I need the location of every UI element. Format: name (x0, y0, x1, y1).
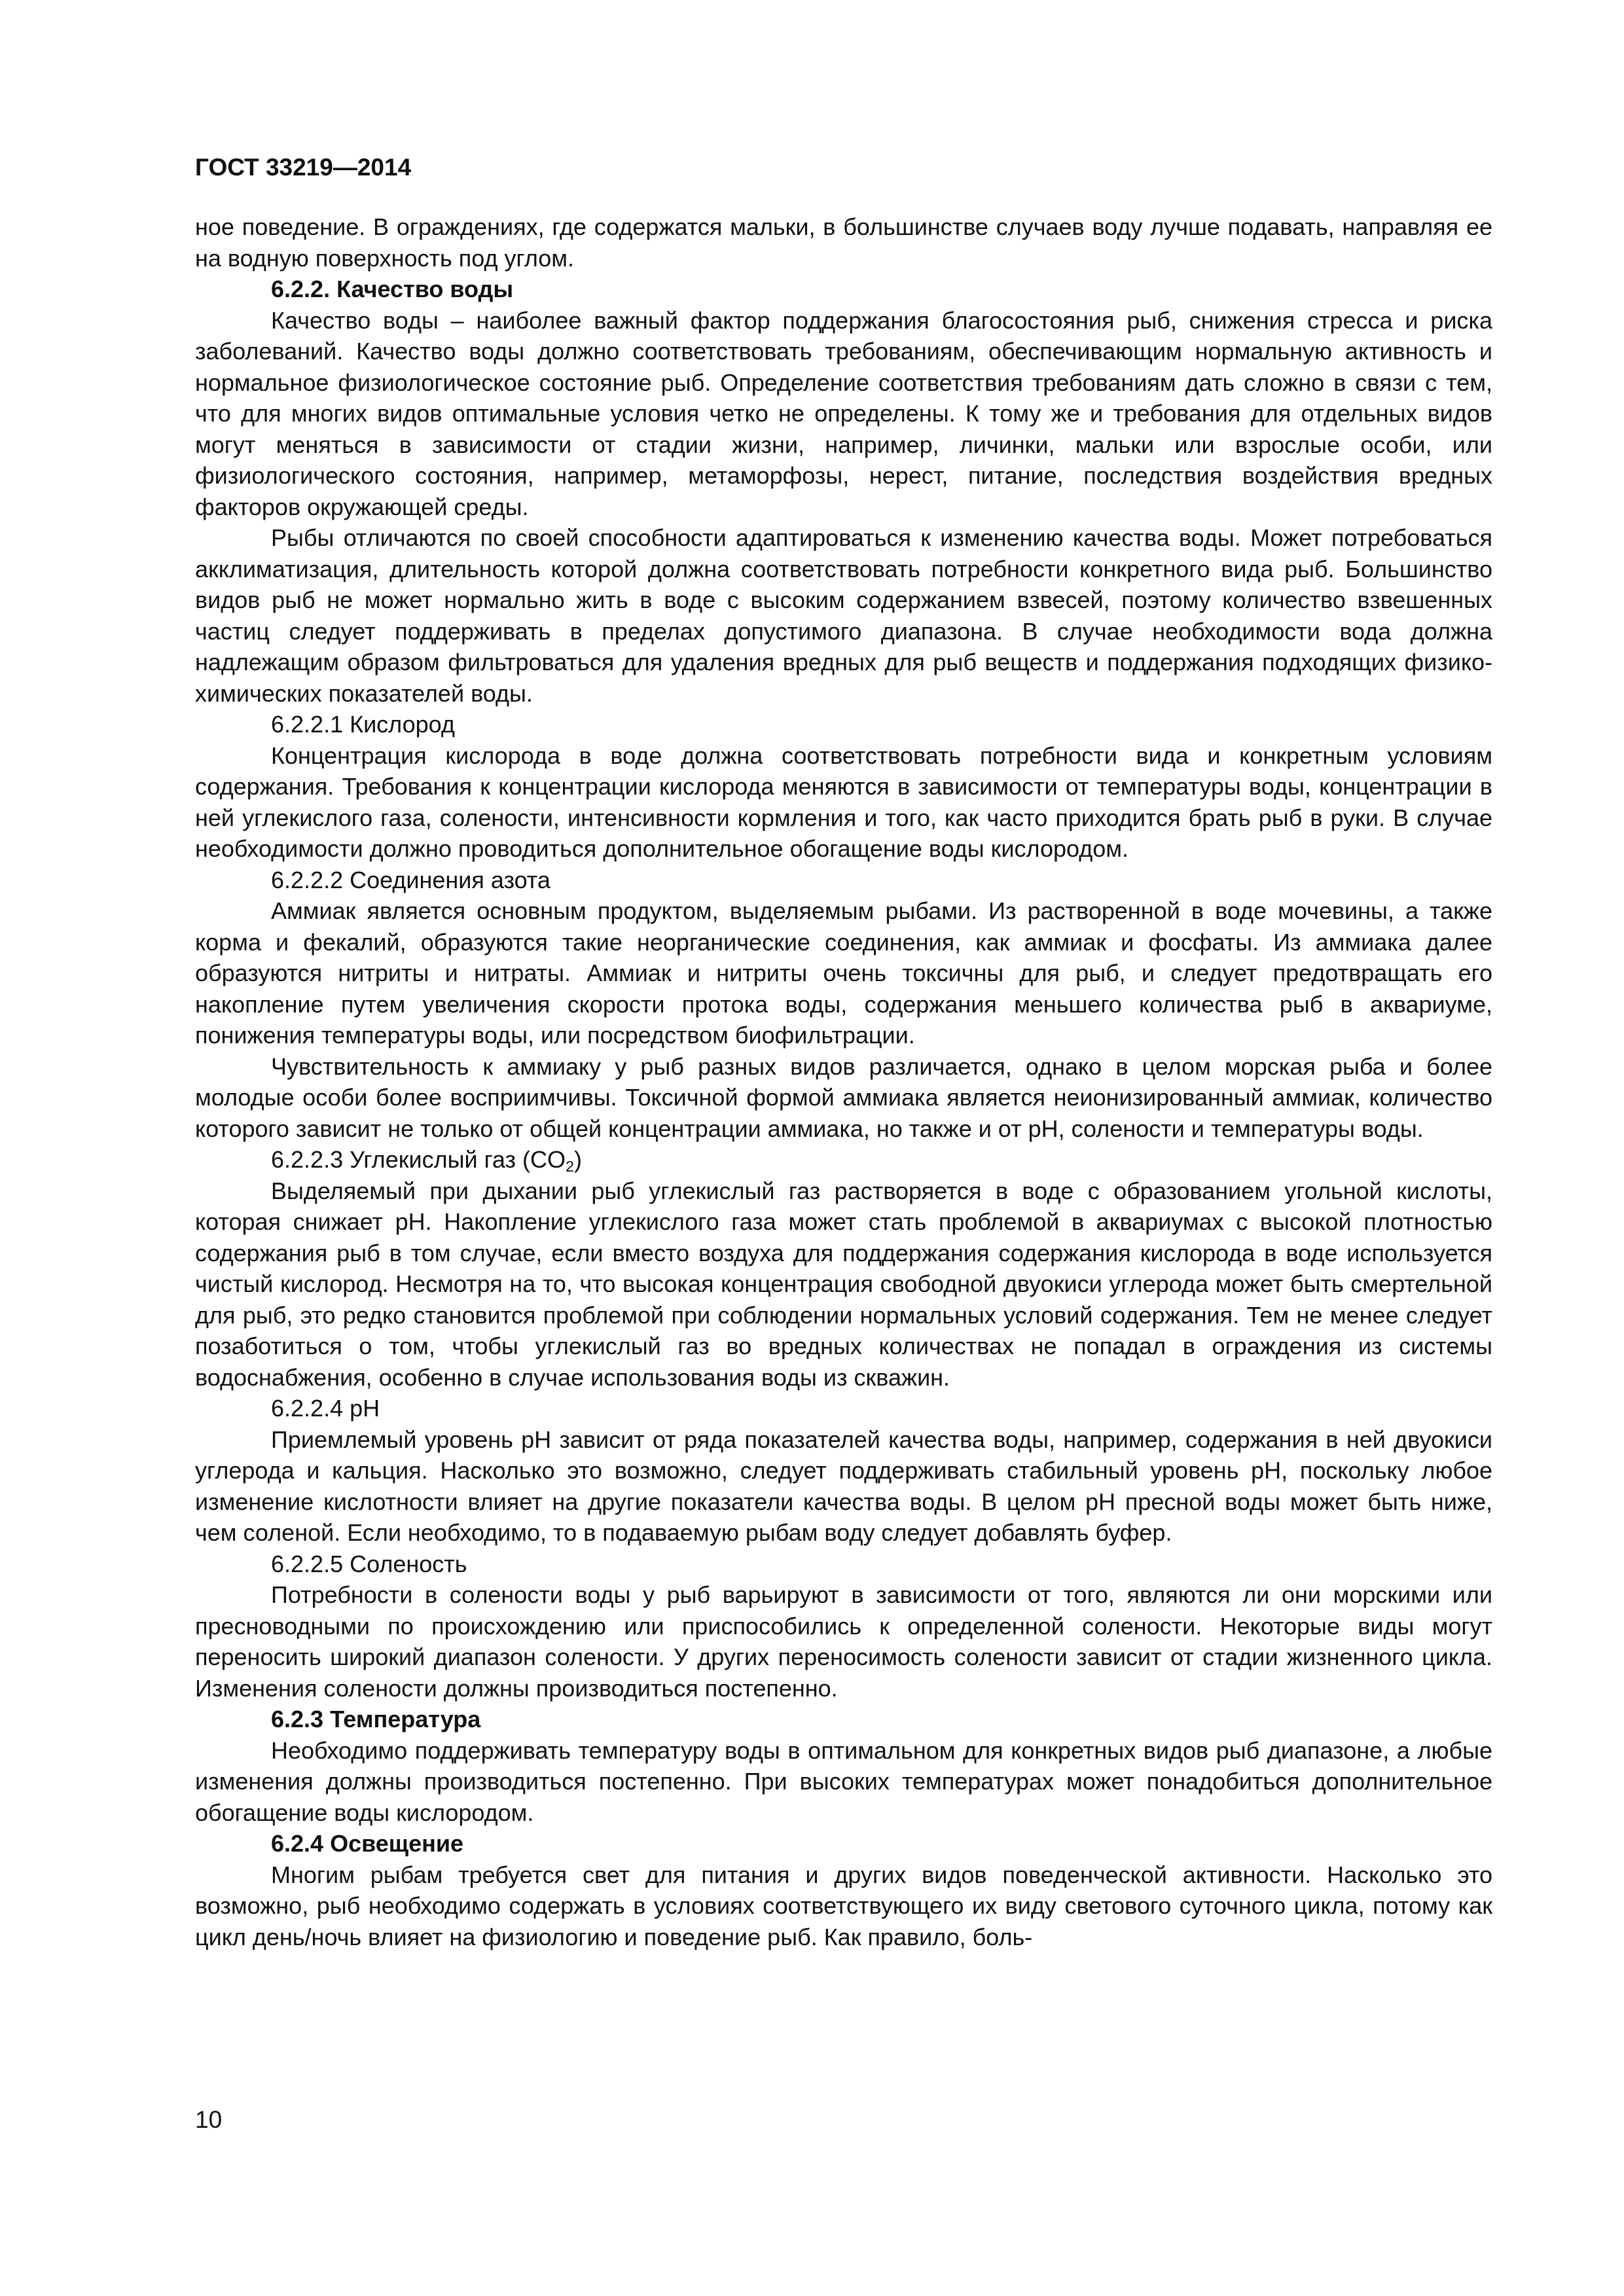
page-number: 10 (195, 2106, 223, 2133)
section-heading: 6.2.2.4 pH (271, 1395, 380, 1422)
paragraph: Выделяемый при дыхании рыб углекислый газ растворяется в воде с образованием угольной кислоты, которая снижает pH. Накопление углекислого газа может стать проблемой в аквариумах с высокой плотностью содержания рыб в том случае, если вместо воздуха для поддержания содержания кислорода в воде используется чистый кислород. Несмотря на то, что высокая концентрация свободной двуокиси углерода может быть смертельной для рыб, это редко становится проблемой при соблюдении нормальных условий содержания. Тем не менее следует позаботиться о том, чтобы углекислый газ во вредных количествах не попадал в ограждения из системы водоснабжения, особенно в случае использования воды из скважин. (195, 1177, 1492, 1391)
section-heading: 6.2.4 Освещение (271, 1830, 464, 1857)
section-heading: 6.2.2.5 Соленость (271, 1550, 467, 1577)
paragraph: Приемлемый уровень pH зависит от ряда показателей качества воды, например, содержания в ней двуокиси углерода и кальция. Насколько это возможно, следует поддерживать стабильный уровень pH, поскольку любое изменение кислотности влияет на другие показатели качества воды. В целом pH пресной воды может быть ниже, чем соленой. Если необходимо, то в подаваемую рыбам воду следует добавлять буфер. (195, 1426, 1493, 1546)
paragraph: Аммиак является основным продуктом, выделяемым рыбами. Из растворенной в воде мочевины, а также корма и фекалий, образуются такие неорганические соединения, как аммиак и фосфаты. Из аммиака далее образуются нитриты и нитраты. Аммиак и нитриты очень токсичны для рыб, и следует предотвращать его накопление путем увеличения скорости протока воды, содержания меньшего количества рыб в аквариуме, понижения температуры воды, или посредством биофильтрации. (195, 897, 1492, 1049)
paragraph: Многим рыбам требуется свет для питания и других видов поведенческой активности. Насколько это возможно, рыб необходимо содержать в условиях соответствующего их виду светового суточного цикла, потому как цикл день/ночь влияет на физиологию и поведение рыб. Как правило, боль- (195, 1861, 1492, 1950)
subscript: 2 (566, 1157, 575, 1175)
heading-text: 6.2.2.3 Углекислый газ (CO (271, 1146, 566, 1173)
section-heading: 6.2.2.2 Соединения азота (271, 866, 550, 893)
paragraph: Концентрация кислорода в воде должна соответствовать потребности вида и конкретным условиям содержания. Требования к концентрации кислорода меняются в зависимости от температуры воды, концентрации в ней углекислого газа, солености, интенсивности кормления и того, как часто приходится брать рыб в руки. В случае необходимости должно проводиться дополнительное обогащение воды кислородом. (195, 742, 1492, 862)
paragraph: ное поведение. В ограждениях, где содержатся мальки, в большинстве случаев воду лучше подавать, направляя ее на водную поверхность под углом. (195, 213, 1492, 272)
heading-text: ) (574, 1146, 583, 1173)
section-heading: 6.2.2. Качество воды (271, 276, 514, 302)
paragraph: Необходимо поддерживать температуру воды в оптимальном для конкретных видов рыб диапазоне, а любые изменения должны производиться постепенно. При высоких температурах может понадобиться дополнительное обогащение воды кислородом. (195, 1736, 1492, 1826)
section-heading: 6.2.2.1 Кислород (271, 711, 455, 738)
paragraph: Чувствительность к аммиаку у рыб разных видов различается, однако в целом морская рыба и более молодые особи более восприимчивы. Токсичной формой аммиака является неионизированный аммиак, количество которого зависит не только от общей концентрации аммиака, но также и от pH, солености и температуры воды. (195, 1052, 1492, 1142)
paragraph: Потребности в солености воды у рыб варьируют в зависимости от того, являются ли они морскими или пресноводными по происхождению или приспособились к определенной солености. Некоторые виды могут переносить широкий диапазон солености. У других переносимость солености зависит от стадии жизненного цикла. Изменения солености должны производиться постепенно. (195, 1581, 1492, 1702)
paragraph: Рыбы отличаются по своей способности адаптироваться к изменению качества воды. Может потребоваться акклиматизация, длительность которой должна соответствовать потребности конкретного вида рыб. Большинство видов рыб не может нормально жить в воде с высоким содержанием взвесей, поэтому количество взвешенных частиц следует поддерживать в пределах допустимого диапазона. В случае необходимости вода должна надлежащим образом фильтроваться для удаления вредных для рыб веществ и поддержания подходящих физико-химических показателей воды. (195, 524, 1492, 707)
document-body (195, 211, 1492, 1952)
section-heading: 6.2.3 Температура (271, 1706, 481, 1732)
section-heading (195, 1144, 1492, 1175)
document-page (195, 152, 1492, 1952)
paragraph: Качество воды – наиболее важный фактор поддержания благосостояния рыб, снижения стресса и риска заболеваний. Качество воды должно соответствовать требованиям, обеспечивающим нормальную активность и нормальное физиологическое состояние рыб. Определение соответствия требованиям дать сложно в связи с тем, что для многих видов оптимальные условия четко не определены. К тому же и требования для отдельных видов могут меняться в зависимости от стадии жизни, например, личинки, мальки или взрослые особи, или физиологического состояния, например, метаморфозы, нерест, питание, последствия воздействия вредных факторов окружающей среды. (195, 306, 1492, 520)
document-header: ГОСТ 33219—2014 (195, 154, 412, 181)
